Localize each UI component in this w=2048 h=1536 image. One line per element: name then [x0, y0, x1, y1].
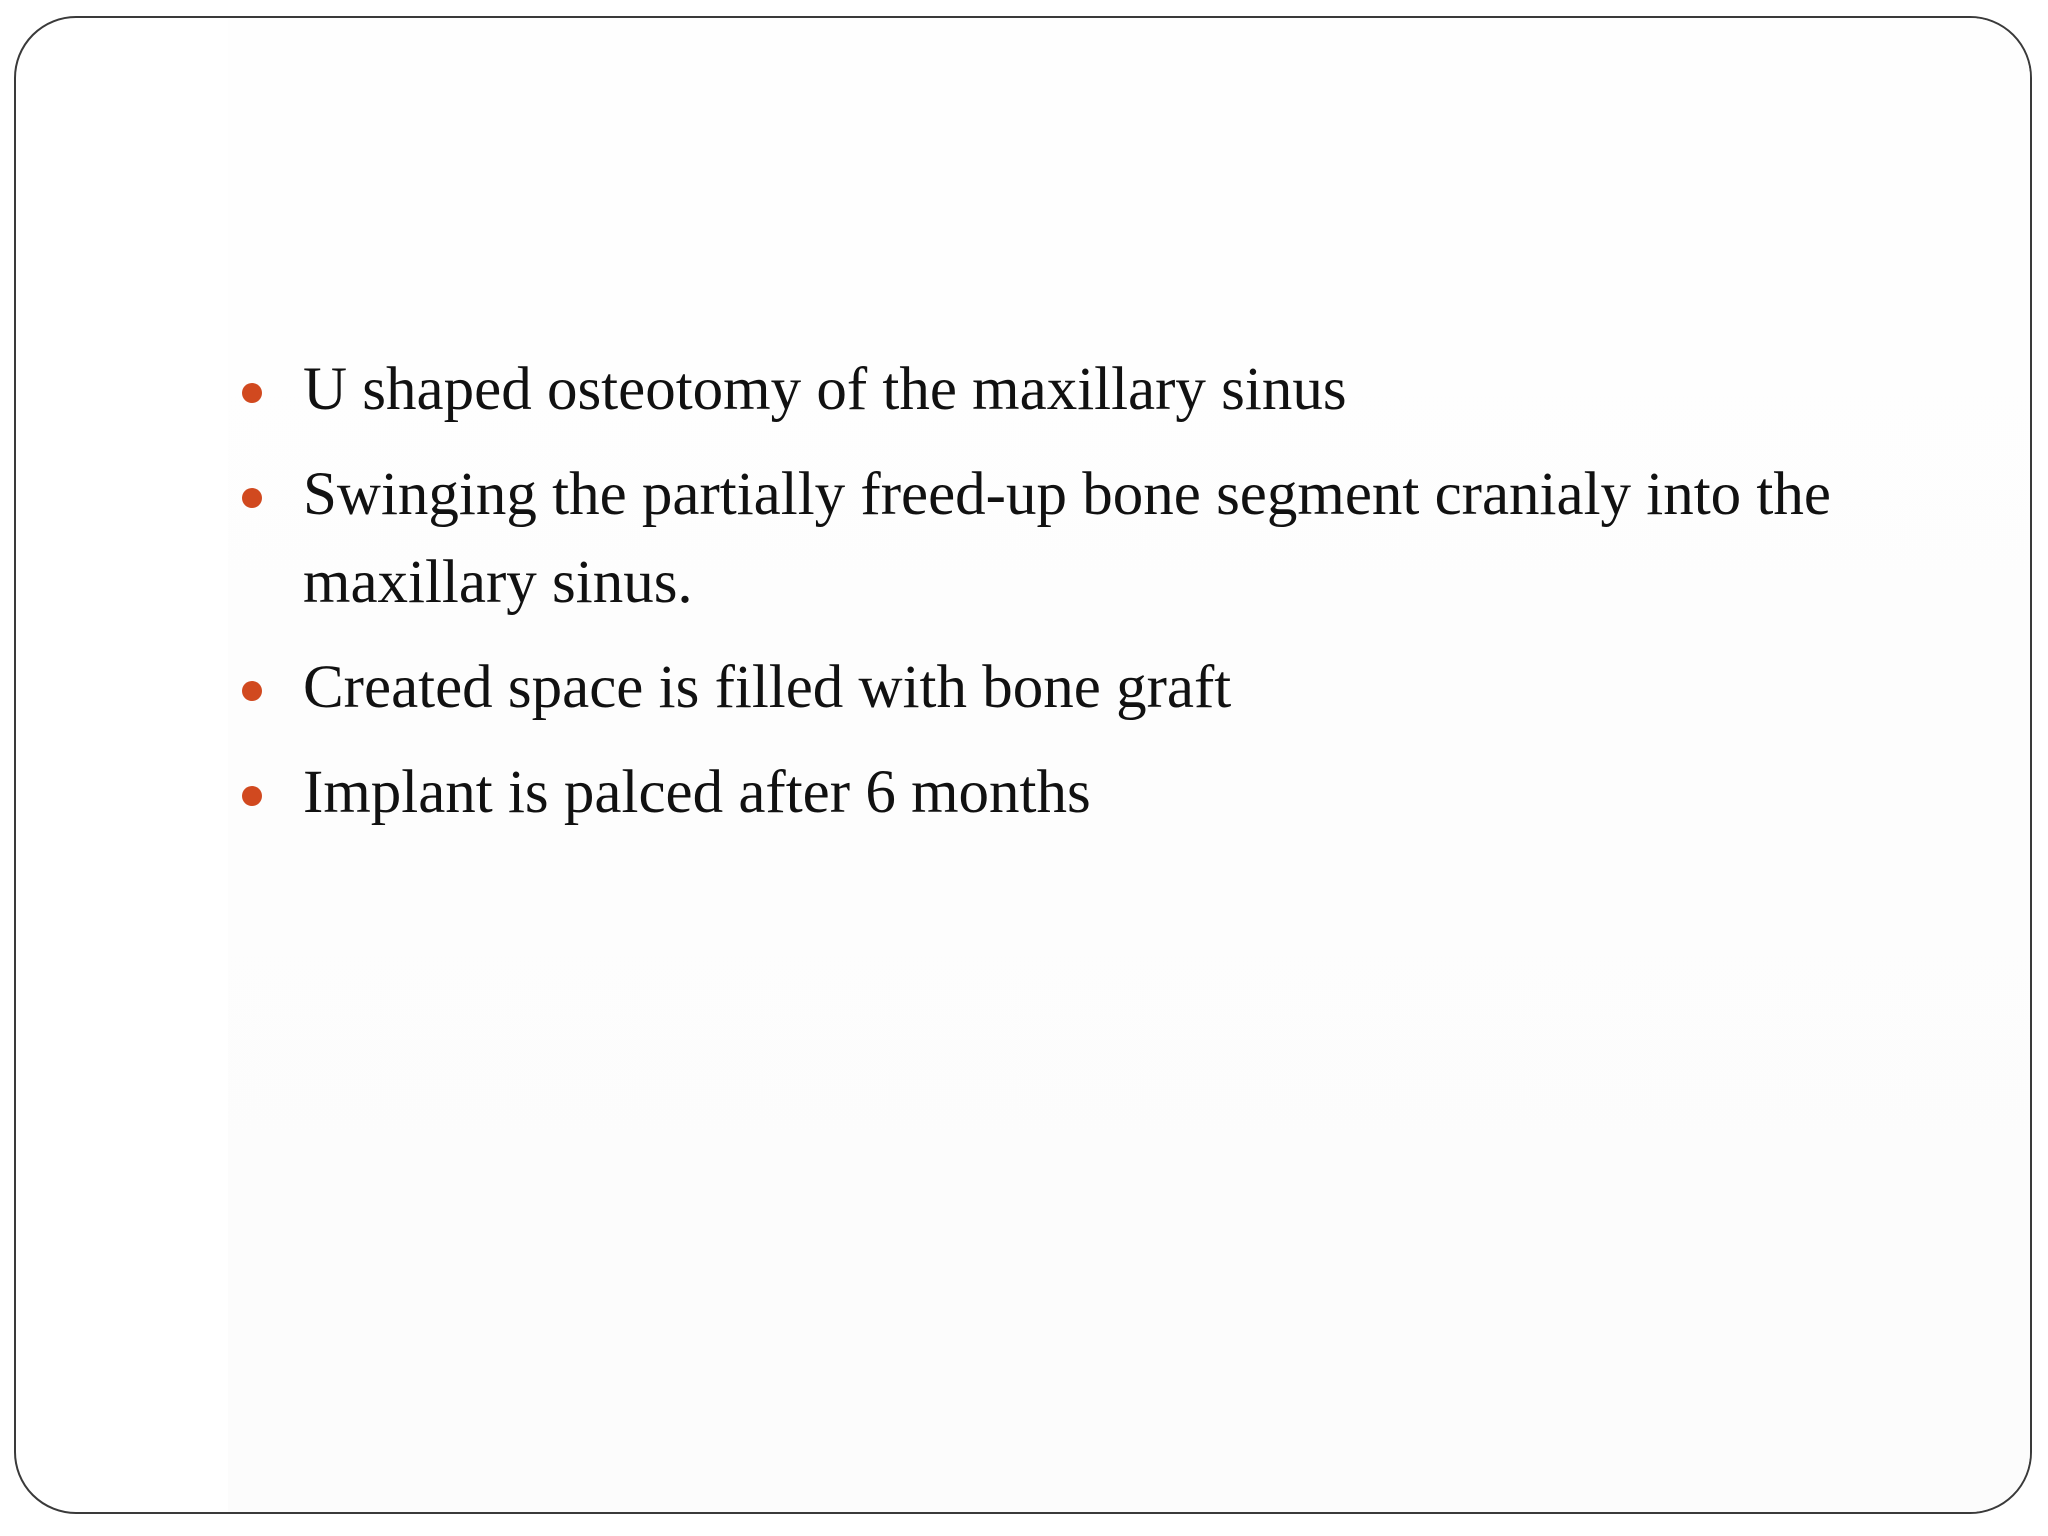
bullet-dot-icon	[242, 681, 262, 701]
bullet-item	[229, 346, 1909, 434]
bullet-item	[229, 644, 1909, 732]
bullet-dot-icon	[242, 786, 262, 806]
bullet-text: Created space is filled with bone graft	[303, 654, 1232, 721]
slide-frame	[14, 16, 2032, 1514]
bullet-item	[229, 749, 1909, 837]
bullet-list	[229, 346, 1909, 854]
bullet-dot-icon	[242, 383, 262, 403]
bullet-text: Swinging the partially freed-up bone segment cranialy into the maxillary sinus.	[303, 461, 1831, 616]
bullet-text: Implant is palced after 6 months	[303, 759, 1091, 826]
bullet-text: U shaped osteotomy of the maxillary sinus	[303, 356, 1347, 423]
bullet-item	[229, 451, 1909, 627]
bullet-dot-icon	[242, 488, 262, 508]
